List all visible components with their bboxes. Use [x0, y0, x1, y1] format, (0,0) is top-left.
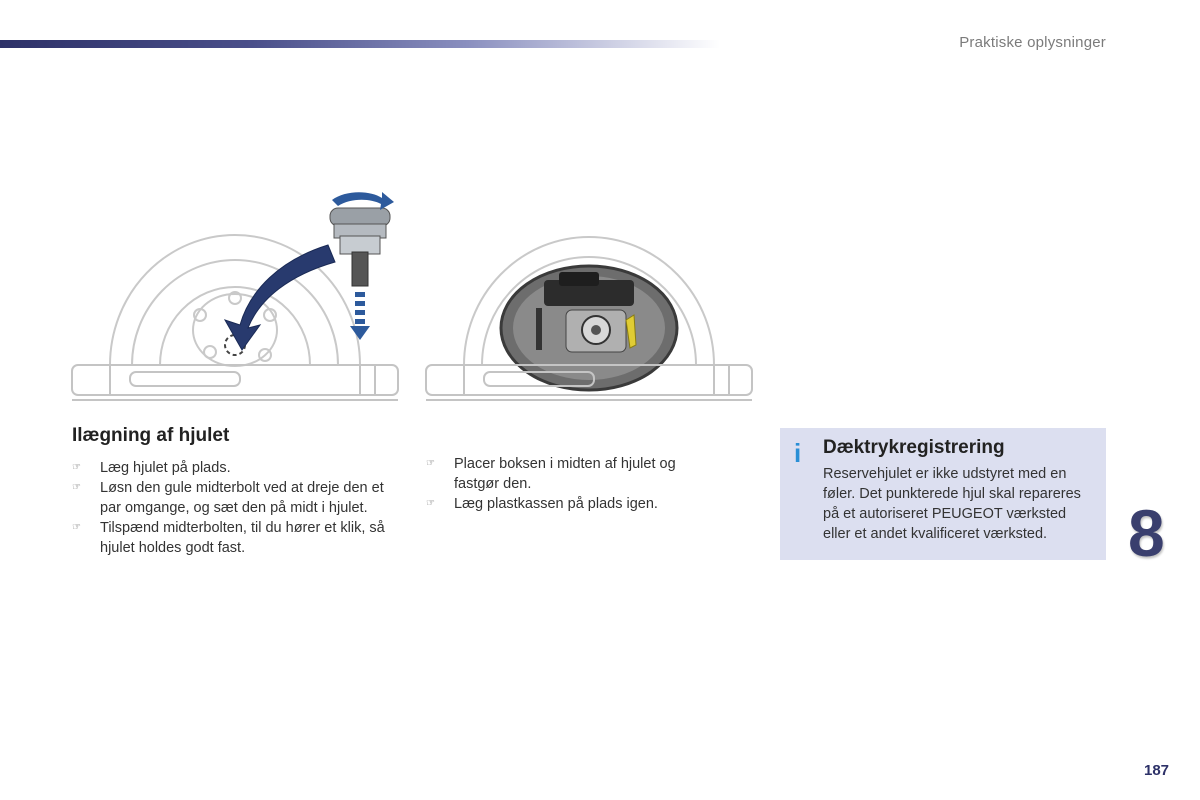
- list-item: [426, 454, 716, 494]
- list-item: [72, 478, 392, 518]
- list-item: [72, 458, 392, 478]
- info-title: Dæktrykregistrering: [823, 437, 1005, 458]
- list-item: [72, 518, 392, 558]
- hand-pointer-icon: ☞: [426, 498, 435, 509]
- spare-wheel-bolt-illustration: [70, 180, 402, 410]
- step-text: Tilspænd midterbolten, til du hører et klik, så hjulet holdes godt fast.: [100, 520, 385, 556]
- step-text: Løsn den gule midterbolt ved at dreje den et par omgange, og sæt den på midt i hjulet.: [100, 480, 384, 516]
- hand-pointer-icon: ☞: [426, 458, 435, 469]
- step-text: Placer boksen i midten af hjulet og fastgør den.: [454, 456, 676, 492]
- step-list: [72, 458, 392, 558]
- hand-pointer-icon: ☞: [72, 462, 81, 473]
- spare-wheel-box-illustration: [424, 180, 756, 410]
- hand-pointer-icon: ☞: [72, 522, 81, 533]
- middle-column: [426, 454, 716, 514]
- step-list: [426, 454, 716, 514]
- chapter-number: 8: [1128, 496, 1165, 570]
- list-item: [426, 494, 716, 514]
- step-text: Læg hjulet på plads.: [100, 460, 231, 476]
- section-title: Praktiske oplysninger: [959, 34, 1106, 51]
- hand-pointer-icon: ☞: [72, 482, 81, 493]
- page-number: 187: [1144, 762, 1170, 779]
- info-box: [780, 428, 1106, 560]
- left-column: [72, 424, 392, 558]
- info-body: Reservehjulet er ikke udstyret med en føler. Det punkterede hjul skal repareres på et autoriseret PEUGEOT værksted eller et andet kvalificeret værksted.: [823, 466, 1081, 542]
- info-icon: i: [794, 438, 802, 468]
- step-text: Læg plastkassen på plads igen.: [454, 496, 658, 512]
- section-heading: Ilægning af hjulet: [72, 425, 230, 446]
- header-gradient-bar: [0, 40, 720, 48]
